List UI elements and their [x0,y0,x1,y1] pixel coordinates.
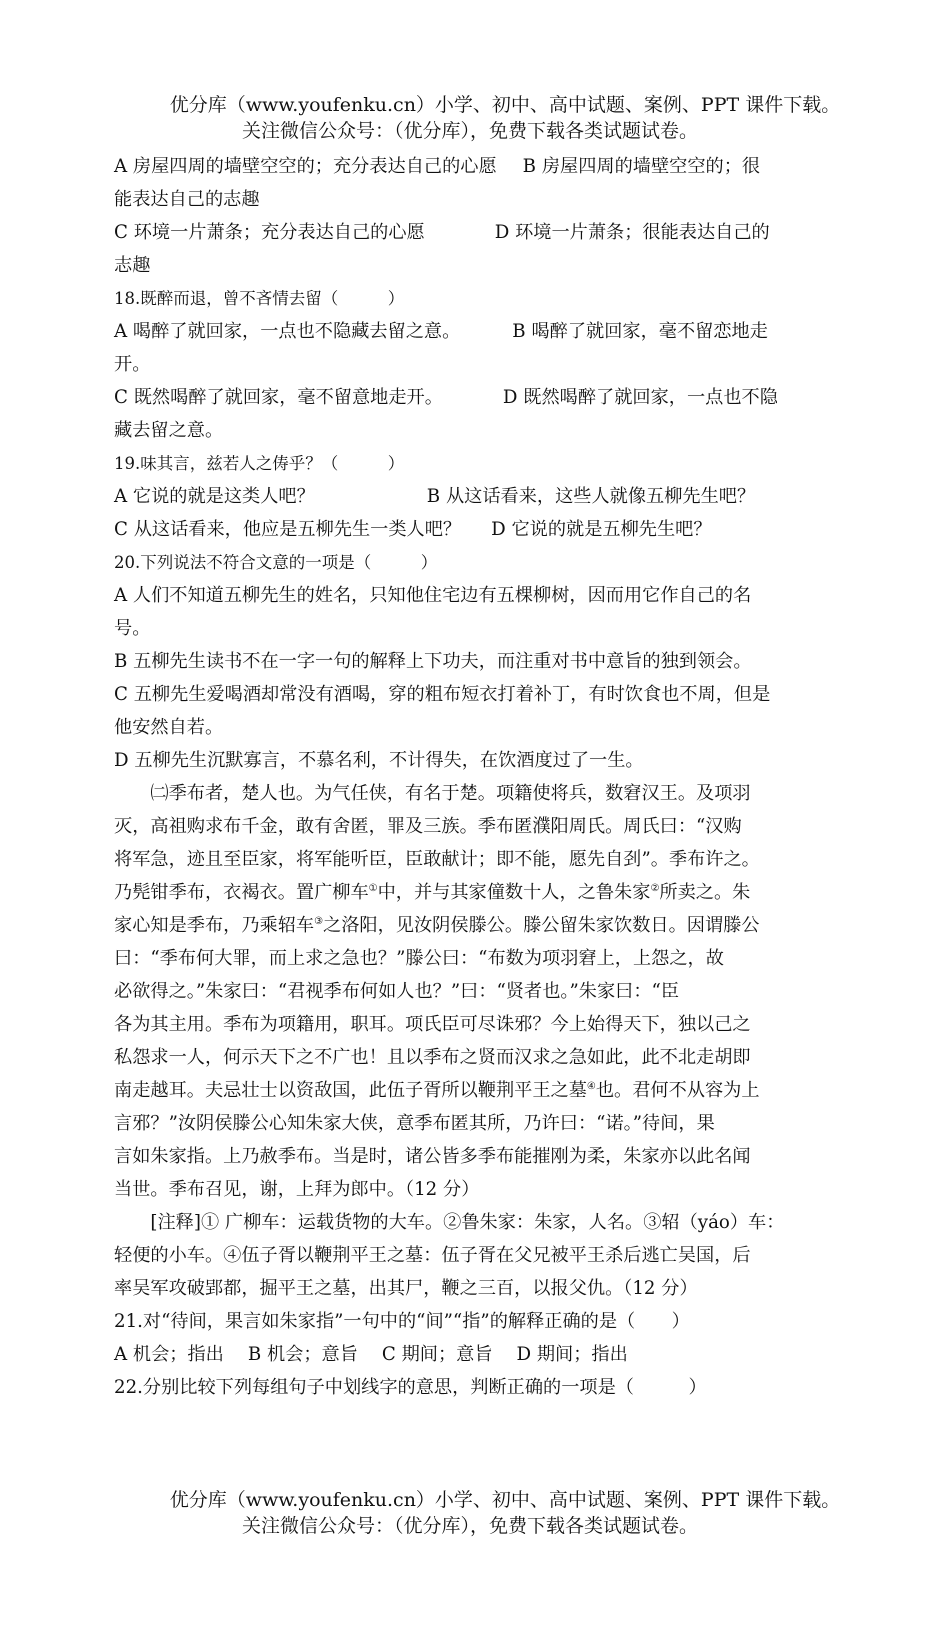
footnote-marker: ③ [314,915,324,927]
footer-banner-line-1: 优分库（www.youfenku.cn）小学、初中、高中试题、案例、PPT 课件下载。 [169,1489,841,1511]
document-body [114,150,839,1404]
notes-line: 轻便的小车。④伍子胥以鞭荆平王之墓：伍子胥在父兄被平王杀后逃亡吴国，后 [114,1245,751,1266]
q20-option-a-cont: 号。 [114,618,151,639]
q19-option-line-2 [114,513,839,546]
q18-option-b-cont: 开。 [114,354,151,375]
passage-segment: 也。君何不从容为上 [595,1080,760,1101]
q18-option-b: B 喝醉了就回家，毫不留恋地走 [512,321,768,342]
q20-option-c-cont: 他安然自若。 [114,717,224,738]
passage-line: 必欲得之。”朱家曰：“君视季布何如人也？”曰：“贤者也。”朱家曰：“臣 [114,981,680,1002]
passage-line [114,1074,839,1107]
q18-option-line-1 [114,315,839,348]
q19-option-a: A 它说的就是这类人吧？ [114,486,315,507]
passage-line: ㈡季布者，楚人也。为气任侠，有名于楚。项籍使将兵，数窘汉王。及项羽 [150,783,751,804]
q18-stem: 18.既醉而退，曾不吝情去留（ ） [114,289,405,308]
passage-line [114,909,839,942]
q17-option-d-cont: 志趣 [114,255,151,276]
q21-stem: 21.对“待间，果言如朱家指”一句中的“间”“指”的解释正确的是（ ） [114,1311,690,1332]
q17-option-line-1 [114,150,839,183]
q21-options: A 机会；指出 B 机会；意旨 C 期间；意旨 D 期间；指出 [114,1344,628,1365]
q19-option-line-1 [114,480,839,513]
passage-segment: 中，并与其家僮数十人，之鲁朱家 [377,882,651,903]
banner-line-2: 关注微信公众号：（优分库），免费下载各类试题试卷。 [241,120,698,142]
q20-option-c: C 五柳先生爱喝酒却常没有酒喝，穿的粗布短衣打着补丁，有时饮食也不周，但是 [114,684,771,705]
q18-option-d-cont: 藏去留之意。 [114,420,224,441]
passage-line: 当世。季布召见，谢，上拜为郎中。（12 分） [114,1179,480,1200]
passage-line: 将军急，迹且至臣家，将军能听臣，臣敢献计；即不能，愿先自刭”。季布许之。 [114,849,760,870]
q17-option-line-2 [114,216,839,249]
q20-option-b: B 五柳先生读书不在一字一句的解释上下功夫，而注重对书中意旨的独到领会。 [114,651,752,672]
q20-option-a: A 人们不知道五柳先生的姓名，只知他住宅边有五棵柳树，因而用它作自己的名 [114,585,752,606]
passage-line: 各为其主用。季布为项籍用，职耳。项氏臣可尽诛邪？今上始得天下，独以己之 [114,1014,751,1035]
banner-line-1: 优分库（www.youfenku.cn）小学、初中、高中试题、案例、PPT 课件下载。 [169,94,841,116]
q17-option-a: A 房屋四周的墙壁空空的；充分表达自己的心愿 [114,156,497,177]
q18-option-c: C 既然喝醉了就回家，毫不留意地走开。 [114,387,443,408]
q19-option-d: D 它说的就是五柳先生吧？ [491,519,712,540]
footer-banner [0,1487,950,1539]
q18-option-line-2 [114,381,839,414]
passage-line: 言邪？”汝阴侯滕公心知朱家大侠，意季布匿其所，乃许曰：“诺。”待间，果 [114,1113,715,1134]
q17-option-c: C 环境一片萧条；充分表达自己的心愿 [114,222,425,243]
header-banner [0,92,950,144]
footer-banner-line-2: 关注微信公众号：（优分库），免费下载各类试题试卷。 [241,1515,698,1537]
passage-line: 私怨求一人，何示天下之不广也！且以季布之贤而汉求之急如此，此不北走胡即 [114,1047,751,1068]
q20-stem: 20.下列说法不符合文意的一项是（ ） [114,553,438,572]
passage-line: 言如朱家指。上乃赦季布。当是时，诸公皆多季布能摧刚为柔，朱家亦以此名闻 [114,1146,751,1167]
q19-stem: 19.味其言，兹若人之俦乎？（ ） [114,454,405,473]
q17-option-d: D 环境一片萧条；很能表达自己的 [494,222,770,243]
passage-segment: 家心知是季布，乃乘轺车 [114,915,315,936]
q22-stem: 22.分别比较下列每组句子中划线字的意思，判断正确的一项是（ ） [114,1377,707,1398]
q18-option-a: A 喝醉了就回家，一点也不隐藏去留之意。 [114,321,461,342]
footnote-marker: ② [650,882,660,894]
q17-option-b-cont: 能表达自己的志趣 [114,189,260,210]
notes-line: [注释]① 广柳车：运载货物的大车。②鲁朱家：朱家，人名。③轺（yáo）车： [150,1212,785,1233]
footnote-marker: ④ [586,1080,596,1092]
passage-segment: 南走越耳。夫忌壮士以资敌国，此伍子胥所以鞭荆平王之墓 [114,1080,587,1101]
passage-line: 曰：“季布何大罪，而上求之急也？”滕公曰：“布数为项羽窘上，上怨之，故 [114,948,724,969]
passage-segment: 乃髡钳季布，衣褐衣。置广柳车 [114,882,369,903]
q20-option-d: D 五柳先生沉默寡言，不慕名利，不计得失，在饮酒度过了一生。 [114,750,644,771]
passage-segment: 所卖之。朱 [659,882,751,903]
passage-line: 灭，高祖购求布千金，敢有舍匿，罪及三族。季布匿濮阳周氏。周氏曰：“汉购 [114,816,742,837]
notes-line: 率吴军攻破郢都，掘平王之墓，出其尸，鞭之三百，以报父仇。（12 分） [114,1278,698,1299]
q19-option-b: B 从这话看来，这些人就像五柳先生吧？ [426,486,756,507]
q18-option-d: D 既然喝醉了就回家，一点也不隐 [502,387,778,408]
q19-option-c: C 从这话看来，他应是五柳先生一类人吧？ [114,519,462,540]
passage-segment: 之洛阳，见汝阴侯滕公。滕公留朱家饮数日。因谓滕公 [323,915,760,936]
passage-line [114,876,839,909]
footnote-marker: ① [368,882,378,894]
q17-option-b: B 房屋四周的墙壁空空的；很 [522,156,761,177]
